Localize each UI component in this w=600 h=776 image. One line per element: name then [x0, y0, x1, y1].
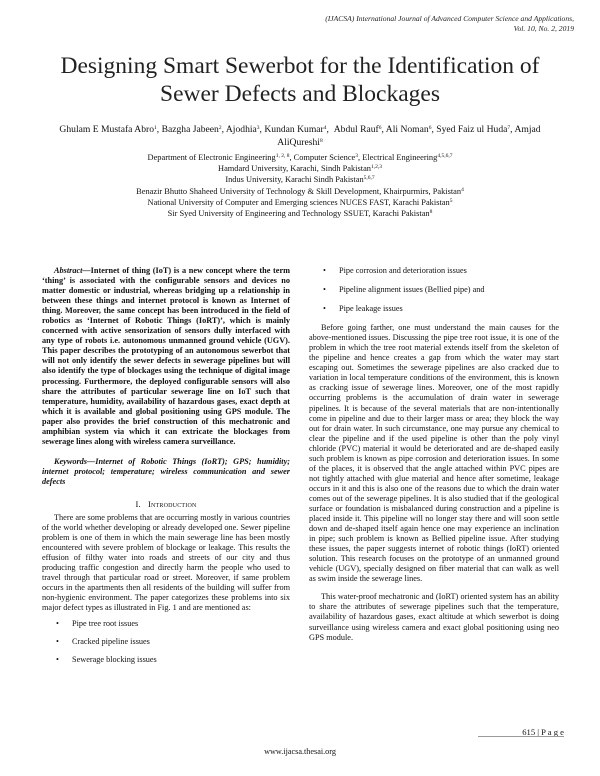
list-item-text: Pipe leakage issues	[339, 304, 403, 314]
affiliation-text: Hamdard University, Karachi, Sindh Pakistan	[218, 164, 371, 174]
bullet-icon: •	[323, 304, 326, 314]
affiliation-mark: 8	[429, 209, 433, 216]
affiliation-mark: 4	[461, 186, 464, 193]
affiliation-indus	[40, 174, 560, 185]
affiliation-bbsutsd	[40, 186, 560, 197]
author-name: Syed Faiz ul Huda	[436, 124, 508, 135]
affiliation-text: Indus University, Karachi Sindh Pakistan	[225, 175, 364, 185]
author-name: Bazgha Jabeen	[161, 124, 219, 135]
author-affiliation-mark: 6	[428, 125, 432, 131]
affiliation-mark: 4,5,6,7	[437, 153, 453, 159]
affiliation-mark: 3	[355, 153, 359, 159]
list-item-text: Cracked pipeline issues	[72, 636, 150, 646]
author-affiliation-mark: 1	[154, 125, 157, 131]
affiliation-dept-cs: Computer Science	[293, 153, 356, 162]
bullet-icon: •	[56, 618, 59, 628]
paper-title	[30, 52, 570, 108]
bullet-icon: •	[56, 654, 59, 664]
affiliation-nuces	[40, 197, 560, 208]
affiliation-mark: 1,2,3	[370, 164, 382, 171]
page-label: | P a g e	[537, 727, 564, 737]
author-list: Ghulam E Mustafa Abro$^1$, Bazgha Jabeen$^2$, Ajodhia$^3$, Kundan Kumar$^4$, Abdul Rauf$^6$, Ali Noman$^6$, Syed Faiz ul Huda$^7$, Amjad AliQureshi$^8$	[59, 124, 541, 148]
author-name: Amjad AliQureshi	[277, 124, 541, 148]
right-column	[309, 266, 559, 643]
affiliation-hamdard	[40, 163, 560, 174]
list-item-text: Pipe corrosion and deterioration issues	[339, 266, 467, 275]
affiliation-text: Sir Syed University of Engineering and Technology SSUET, Karachi Pakistan	[167, 209, 430, 219]
affiliation-dept-electronic: Department of Electronic Engineering	[147, 153, 276, 162]
title-line-2: Sewer Defects and Blockages	[160, 81, 440, 107]
list-item	[309, 304, 559, 314]
author-affiliation-mark: 6	[378, 125, 382, 131]
affiliation-dept-ee: Electrical Engineering	[362, 153, 438, 162]
abstract-text: Internet of thing (IoT) is a new concept where the term ‘thing’ is associated with the configurable sensors and devices no matter domestic or industrial, whereas bridging up a relationship in between these things and internet protocol is known as Internet of thing. Moreover, the same concept has been introduced in the field of robotics as ‘Internet of Robotic Things (IoRT)’, which is mainly concerned with active sensorization of sensors dully interfaced with any type of robots i.e. autonomous unmanned ground vehicle (UGV). This paper describes the prototyping of an autonomous sewerbot that will not only identify the sewer defects in sewerage pipelines but will also identify the type of blockages using the technique of digital image processing. Furthermore, the deployed configurable sensors will also share the attributes of particular sewerage line on IoT such that temperature, humidity, availability of hazardous gases, exact depth at which it is available and global positioning using GPS module. The paper also provides the brief construction of this mechatronic and amphibian system via which it can extricate the blockages from sewerage lines along with wireless camera surveillance.	[42, 266, 290, 446]
author-name: Kundan Kumar	[264, 124, 324, 135]
author-name: Ajodhia	[225, 124, 257, 135]
list-item-text: Pipeline alignment issues (Bellied pipe) and	[339, 285, 485, 295]
defect-list-right	[309, 266, 559, 314]
affiliation-text: Benazir Bhutto Shaheed University of Technology & Skill Development, Khairpurmirs, Pakistan	[136, 186, 462, 196]
page-number-value: 615	[522, 727, 536, 737]
defect-list-left	[42, 619, 290, 665]
section-heading-introduction	[42, 499, 290, 509]
author-name: Abdul Rauf	[333, 124, 379, 135]
list-item	[42, 619, 290, 629]
intro-paragraph: There are some problems that are occurring mostly in various countries of the world whether developing or already developed one. Sewer pipeline problem is one of them in which the main sewerage line has been mostly encountered with severe problem of blockage or leakage. This results the effusion of filthy water into roads and streets of our city and thus producing traffic congestion and directly harm the people who used to travel through that particular road or street. Moreover, if same problem occurs in the apartments then all residents of the building will suffer from non-hygienic environment. The paper categorizes these problems into six major defect types as illustrated in Fig. 1 and are mentioned as:	[42, 513, 290, 613]
author-affiliation-mark: 4	[323, 125, 327, 131]
author-affiliation-mark: 8	[319, 137, 323, 144]
list-item	[42, 637, 290, 647]
journal-url: www.ijacsa.thesai.org	[264, 747, 336, 756]
affiliation-mark: 5	[449, 197, 453, 204]
abstract-lead: Abstract—	[54, 266, 91, 275]
author-name: Ghulam E Mustafa Abro	[59, 124, 155, 135]
author-affiliation-mark: 2	[218, 125, 222, 131]
affiliation-ssuet	[40, 208, 560, 219]
bullet-icon: •	[56, 636, 59, 646]
footer-divider	[478, 736, 564, 737]
journal-volume: Vol. 10, No. 2, 2019	[513, 23, 574, 33]
keywords: Keywords—Internet of Robotic Things (IoRT); GPS; humidity; internet protocol; temperature; wireless communication and sewer defects	[42, 456, 290, 486]
list-item	[309, 266, 559, 276]
affiliation-list	[40, 152, 560, 219]
section-number: I.	[135, 498, 141, 509]
list-item-text: Pipe tree root issues	[72, 618, 139, 628]
journal-name: (IJACSA) International Journal of Advanced Computer Science and Applications,	[325, 14, 574, 23]
body-paragraph: This water-proof mechatronic and (IoRT) oriented system has an ability to share the attributes of sewerage pipelines such that the temperature, availability of hazardous gases, exact altitude at which sewerbot is doing surveillance using wireless camera and exact global positioning using neo GPS module.	[309, 592, 559, 642]
abstract	[42, 266, 290, 447]
affiliation-text: National University of Computer and Emerging sciences NUCES FAST, Karachi Pakistan	[147, 197, 450, 207]
left-column	[42, 266, 290, 673]
affiliation-departments: Department of Electronic Engineering$^{1, 2, 8}$, Computer Science$^3$, Electrical Engineering$^{4,5,6,7}$	[147, 153, 453, 162]
section-title: Introduction	[147, 498, 197, 509]
list-item-text: Sewerage blocking issues	[72, 654, 157, 664]
list-item	[42, 655, 290, 665]
affiliation-mark: 5,6,7	[363, 175, 375, 182]
title-line-1: Designing Smart Sewerbot for the Identification of	[60, 53, 540, 79]
bullet-icon: •	[323, 285, 326, 295]
list-item	[309, 285, 559, 295]
affiliation-mark: 1, 2, 8	[275, 153, 290, 159]
journal-header	[244, 14, 574, 33]
author-affiliation-mark: 3	[256, 125, 260, 131]
author-name: Ali Noman	[385, 124, 429, 135]
author-affiliation-mark: 7	[507, 125, 511, 131]
body-paragraph: Before going farther, one must understand the main causes for the above-mentioned issues. Discussing the pipe tree root issue, it is one of the problem in which the tree root material extends itself from the skeleton of the pipeline and hence creates a gap from which the water may start escaping out. Sometimes the sewerage pipelines are also cracked due to variation in local temperature conditions of the environment, this is known as cracking issue of sewerage lines. Moreover, one of the most rapidly occurring problems is the accumulation of drain water in sewerage pipelines. It is because of the several materials that are non-intentionally come in pipeline and due to their larger mass or area; they block the way out for drain water. In such circumstance, one may pursue any chemical to clear the pipeline and if the used pipeline is other than the poly vinyl chloride (PVC) material it would be deteriorated and are de-shaped easily such problem is known as pipe corrosion and deterioration issues. In some of the places, it is observed that the angle attached within PVC pipes are not tightly attached with glue material and hence after sometime, leakage occurs in it and this is also one of the reasons due to which the drain water comes out of the sewerage pipelines. It is also studied that if the geological surface or foundation is misbalanced during construction and a pipeline is placed inside it. This pipeline will no longer stay there and will soon settle down and de-shaped itself again hence one may experience an inclination in pipe; such problem is known as Bellied pipeline issue. After studying these issues, the paper suggests internet of robotic things (IoRT) oriented solution. This research focuses on the prototype of an unmanned ground vehicle (UGV), specially designed on fiber material that can walk as well as swim inside the sewerage lines.	[309, 323, 559, 584]
bullet-icon: •	[323, 266, 326, 275]
